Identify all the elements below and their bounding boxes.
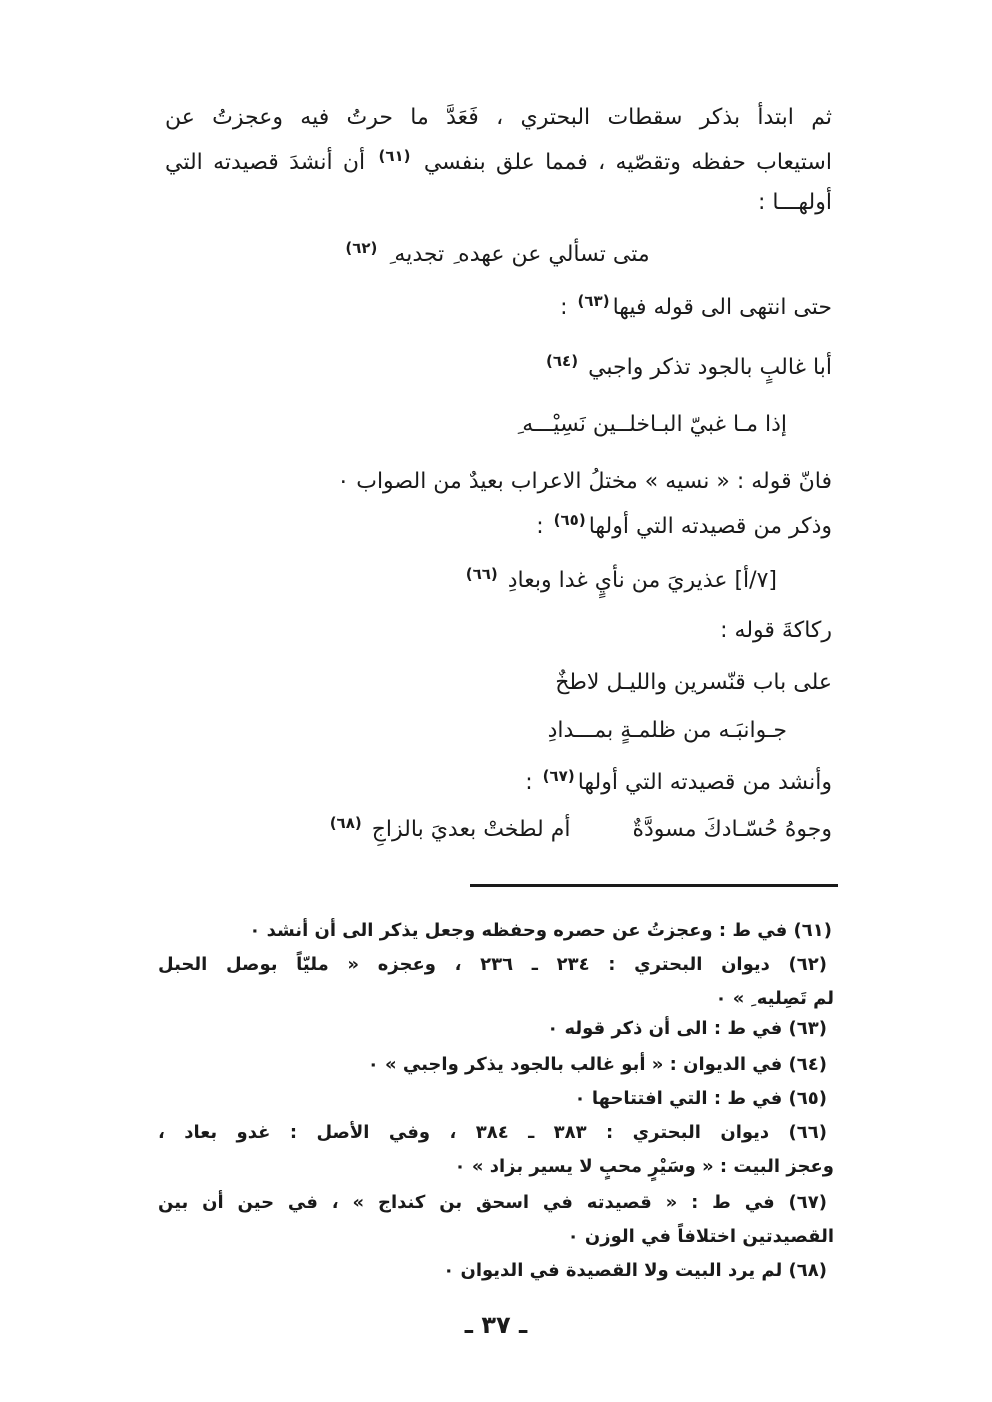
paragraph-line-3: أولهـــا : (757, 190, 832, 215)
footnote-67-line-2: القصيدتين اختلافاً في الوزن ٠ (567, 1226, 834, 1247)
transition-line-1 (560, 293, 832, 323)
paragraph-line-1: ثم ابتدأ بذكر سقطات البحتري ، فَعَدَّ ما حرتُ فيه وعجزتُ عن (165, 105, 832, 130)
footnote-divider (470, 884, 838, 887)
transition-line-2 (536, 512, 832, 542)
verse-2-second-hemistich: إذا مـا غبيّ البـاخلــين نَسِيْـــه ِ (515, 412, 787, 437)
footnote-ref-68: (٦٨) (329, 813, 362, 832)
commentary-line-1: فانّ قوله : « نسيه » مختلُ الاعراب بعيدٌ من الصواب ٠ (337, 469, 832, 494)
footnote-66-line-2: وعجز البيت : « وسَيْرٍ محبٍ لا يسير بزاد » ٠ (454, 1156, 834, 1177)
verse-3-text: [٧/أ] عذيريَ من نأيٍ غدا وبعادِ (507, 568, 777, 593)
paragraph-line-2-part-a: استيعاب حفظه وتقصّيه ، فمما علق بنفسي (423, 150, 832, 175)
footnote-65: (٦٥) في ط : التي افتتاحها ٠ (574, 1088, 827, 1109)
verse-2-first-hemistich (543, 353, 832, 383)
verse-5-first-hemistich: وجوهُ حُسّـادكَ مسودَّةٌ (632, 817, 832, 842)
footnote-66-line-1: (٦٦) ديوان البحتري : ٣٨٣ ـ ٣٨٤ ، وفي الأصل : غدو بعاد ، (158, 1122, 827, 1143)
colon-2: : (536, 514, 544, 539)
verse-5-second-hemistich: أم لطختْ بعديَ بالزاجِ (371, 817, 571, 842)
paragraph-line-2 (165, 148, 832, 178)
verse-4-second-hemistich: جـوانبَـه من ظلمـةٍ بمـــدادِ (547, 718, 787, 743)
paragraph-line-2-part-b: أن أنشدَ قصيدته التي (165, 150, 366, 175)
footnote-64: (٦٤) في الديوان : « أبو غالب بالجود يذكر واجبي » ٠ (367, 1054, 827, 1075)
transition-line-3-text: وأنشد من قصيدته التي أولها (577, 770, 832, 795)
footnote-61: (٦١) في ط : وعجزتُ عن حصره وحفظه وجعل يذكر الى أن أنشد ٠ (249, 920, 832, 941)
footnote-ref-61: (٦١) (378, 146, 411, 165)
verse-1-text: متى تسألي عن عهده ِ تجديه ِ (387, 242, 650, 267)
footnote-ref-65: (٦٥) (553, 510, 586, 529)
footnote-63: (٦٣) في ط : الى أن ذكر قوله ٠ (547, 1018, 827, 1039)
footnote-ref-63: (٦٣) (577, 291, 610, 310)
colon-1: : (560, 295, 568, 320)
footnote-ref-67: (٦٧) (542, 766, 575, 785)
transition-line-2-text: وذكر من قصيدته التي أولها (588, 514, 832, 539)
verse-2a-text: أبا غالبٍ بالجود تذكر واجبي (588, 355, 832, 380)
footnote-62-line-2: لم تَصِليه ِ » ٠ (715, 988, 834, 1009)
rakaka-line: ركاكةَ قوله : (720, 618, 832, 643)
footnote-67-line-1: (٦٧) في ط : « قصيدته في اسحق بن كنداج » ، في حين أن بين (158, 1192, 827, 1213)
transition-line-3 (525, 768, 832, 798)
verse-3 (463, 566, 777, 596)
footnote-ref-64: (٦٤) (546, 351, 579, 370)
verse-1 (0, 240, 992, 270)
transition-line-1-text: حتى انتهى الى قوله فيها (612, 295, 832, 320)
colon-3: : (525, 770, 533, 795)
verse-5 (327, 815, 832, 845)
page-number: ـ ٣٧ ـ (464, 1311, 528, 1339)
footnote-ref-62: (٦٢) (345, 238, 378, 257)
footnote-62-line-1: (٦٢) ديوان البحتري : ٢٣٤ ـ ٢٣٦ ، وعجزه « مليّاً بوصل الحبل (158, 954, 827, 975)
verse-4-first-hemistich: على باب قنّسرين والليـل لاطخٌ (555, 670, 832, 695)
footnote-ref-66: (٦٦) (465, 564, 498, 583)
footnote-68: (٦٨) لم يرد البيت ولا القصيدة في الديوان ٠ (443, 1260, 827, 1281)
